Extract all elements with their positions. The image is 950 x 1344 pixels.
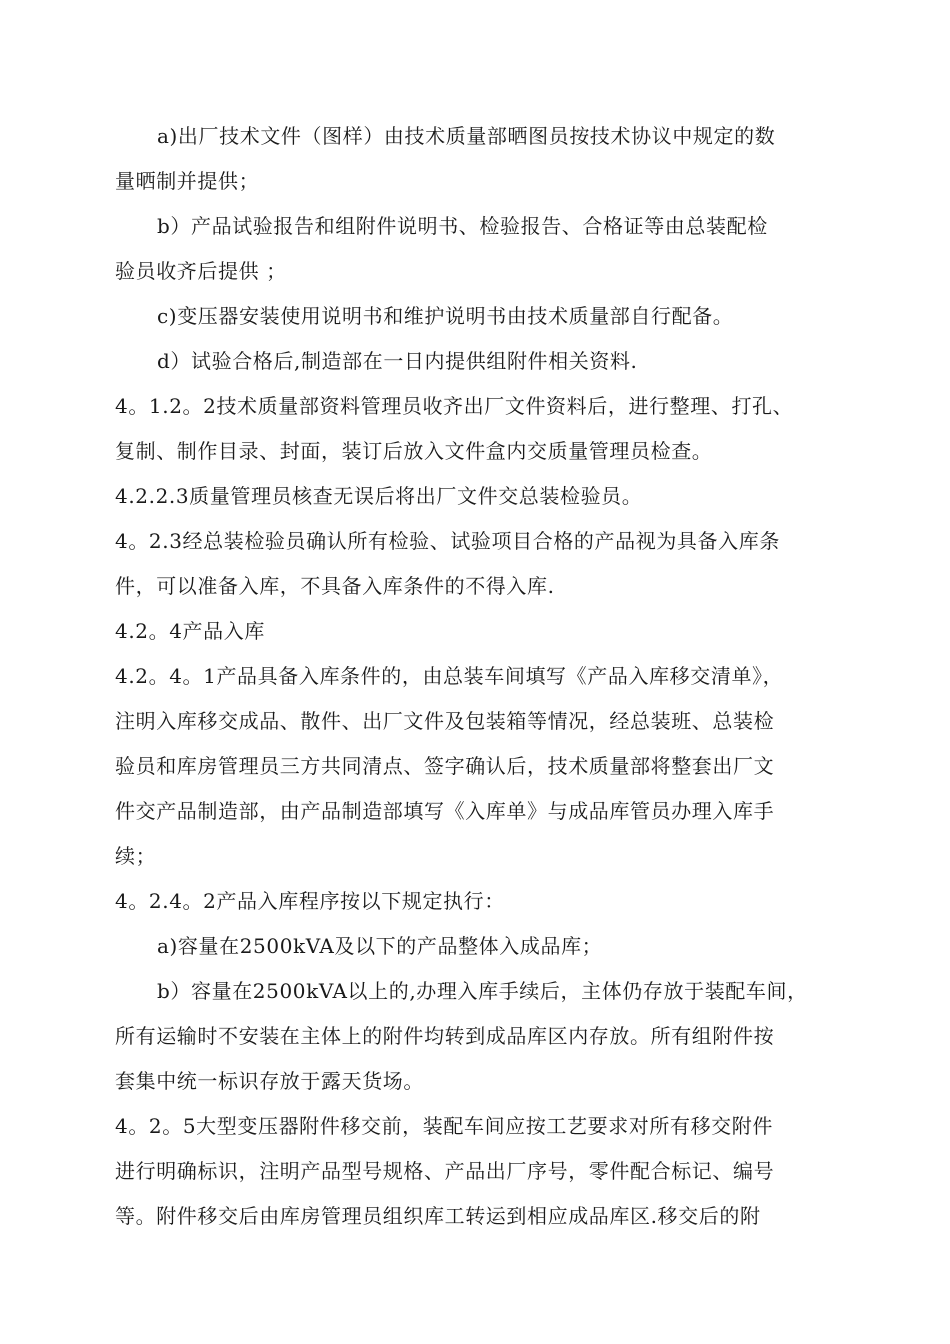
text-line: b）容量在2500kVA以上的,办理入库手续后，主体仍存放于装配车间， xyxy=(157,979,808,1003)
text-line: a)容量在2500kVA及以下的产品整体入成品库； xyxy=(157,934,603,958)
text-line: 注明入库移交成品、散件、出厂文件及包装箱等情况，经总装班、总装检 xyxy=(115,709,775,733)
text-line: 续； xyxy=(115,844,157,868)
text-line: 4。2.4。2产品入库程序按以下规定执行： xyxy=(115,889,505,913)
text-line: 4。1.2。2技术质量部资料管理员收齐出厂文件资料后，进行整理、打孔、 xyxy=(115,394,794,418)
text-line: 验员收齐后提供 ； xyxy=(115,259,287,283)
text-line: 4.2。4。1产品具备入库条件的，由总装车间填写《产品入库移交清单》， xyxy=(115,664,784,688)
text-line: a)出厂技术文件（图样）由技术质量部晒图员按技术协议中规定的数 xyxy=(157,124,776,148)
text-line: 套集中统一标识存放于露天货场。 xyxy=(115,1069,424,1093)
text-line: 量晒制并提供； xyxy=(115,169,260,193)
text-line: c)变压器安装使用说明书和维护说明书由技术质量部自行配备。 xyxy=(157,304,734,328)
text-line: 4.2.2.3质量管理员核查无误后将出厂文件交总装检验员。 xyxy=(115,484,643,508)
text-line: 等。附件移交后由库房管理员组织库工转运到相应成品库区.移交后的附 xyxy=(115,1204,761,1228)
text-line: 所有运输时不安装在主体上的附件均转到成品库区内存放。所有组附件按 xyxy=(115,1024,775,1048)
text-line: 4。2。5大型变压器附件移交前，装配车间应按工艺要求对所有移交附件 xyxy=(115,1114,773,1138)
text-line: b）产品试验报告和组附件说明书、检验报告、合格证等由总装配检 xyxy=(157,214,768,238)
text-line: 件交产品制造部，由产品制造部填写《入库单》与成品库管员办理入库手 xyxy=(115,799,775,823)
text-line: 复制、制作目录、封面，装订后放入文件盒内交质量管理员检查。 xyxy=(115,439,713,463)
section-heading: 4.2。4产品入库 xyxy=(115,619,265,643)
text-line: d）试验合格后,制造部在一日内提供组附件相关资料. xyxy=(157,349,638,373)
text-line: 件，可以准备入库，不具备入库条件的不得入库. xyxy=(115,574,555,598)
text-line: 4。2.3经总装检验员确认所有检验、试验项目合格的产品视为具备入库条 xyxy=(115,529,780,553)
document-body xyxy=(115,114,845,1239)
text-line: 验员和库房管理员三方共同清点、签字确认后，技术质量部将整套出厂文 xyxy=(115,754,775,778)
text-line: 进行明确标识，注明产品型号规格、产品出厂序号，零件配合标记、编号 xyxy=(115,1159,775,1183)
